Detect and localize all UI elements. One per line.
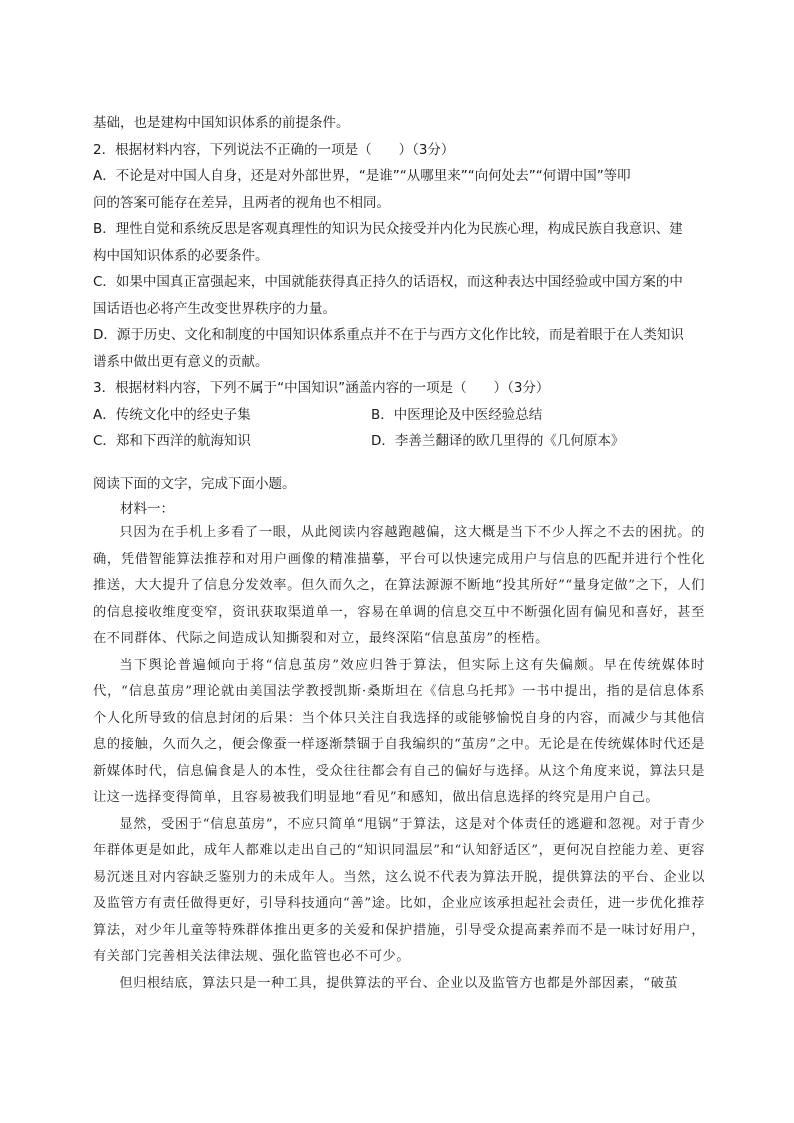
- option-b-line-2: 构中国知识体系的必要条件。: [93, 247, 269, 264]
- question-3-stem: 3．根据材料内容，下列不属于“中国知识”涵盖内容的一项是（ ）（3分）: [93, 380, 550, 396]
- option-a-line-1: A．不论是对中国人自身，还是对外部世界，“是谁”“从哪里来”“向何处去”“何谓中国”等叩: [93, 168, 631, 184]
- q3-options-row-1: [93, 402, 705, 429]
- paragraph: 只因为在手机上多看了一眼，从此阅读内容越跑越偏，这大概是当下不少人挥之不去的困扰。的确，凭借智能算法推荐和对用户画像的精准描摹，平台可以快速完成用户与信息的匹配并进行个性化推送，大大提升了信息分发效率。但久而久之，在算法源源不断地“投其所好”“量身定做”之下，人们的信息接收维度变窄，资讯获取渠道单一，容易在单调的信息交互中不断强化固有偏见和喜好，甚至在不同群体、代际之间造成认知撕裂和对立，最终深陷“信息茧房”的桎梏。: [93, 525, 705, 646]
- q3-option-c: C．郑和下西洋的航海知识: [93, 433, 251, 449]
- q3-option-a: A．传统文化中的经史子集: [93, 406, 251, 423]
- option-c-line-2: 国话语也必将产生改变世界秩序的力量。: [93, 300, 336, 317]
- option-d-line-2: 谱系中做出更有意义的贡献。: [93, 353, 269, 370]
- question-2-stem: 2．根据材料内容，下列说法不正确的一项是（ ）（3分）: [93, 141, 455, 158]
- paragraph: 当下舆论普遍倾向于将“信息茧房”效应归咎于算法，但实际上这有失偏颇。早在传统媒体时代，“信息茧房”理论就由美国法学教授凯斯·桑斯坦在《信息乌托邦》一书中提出，指的是信息体系个人化所导致的信息封闭的后果：当个体只关注自我选择的或能够愉悦自身的内容，而减少与其他信息的接触，久而久之，便会像蚕一样逐渐禁锢于自我编织的“茧房”之中。无论是在传统媒体时代还是新媒体时代，信息偏食是人的本性，受众往往都会有自己的偏好与选择。从这个角度来说，算法只是让这一选择变得简单，且容易被我们明显地“看见”和感知，做出信息选择的终究是用户自己。: [93, 657, 705, 805]
- option-d-line-1: D．源于历史、文化和制度的中国知识体系重点并不在于与西方文化作比较，而是着眼于在人类知识: [93, 327, 684, 343]
- paragraph: 但归根结底，算法只是一种工具，提供算法的平台、企业以及监管方也都是外部因素，“破茧: [119, 975, 679, 991]
- material-body: [93, 520, 705, 997]
- option-c-line-1: C．如果中国真正富强起来，中国就能获得真正持久的话语权，而这种表达中国经验或中国方案的中: [93, 274, 683, 290]
- q3-options-row-2: [93, 428, 705, 455]
- text-line: 基础，也是建构中国知识体系的前提条件。: [93, 115, 350, 131]
- option-b-line-1: B．理性自觉和系统反思是客观真理性的知识为民众接受并内化为民族心理，构成民族自我意识、建: [93, 221, 683, 237]
- reading-instruction: 阅读下面的文字，完成下面小题。: [93, 476, 296, 492]
- q3-option-d: D．李善兰翻译的欧几里得的《几何原本》: [371, 433, 625, 449]
- paragraph: 显然，受困于“信息茧房”，不应只简单“甩锅”于算法，这是对个体责任的逃避和忽视。对于青少年群体更是如此，成年人都难以走出自己的“知识同温层”和“认知舒适区”，更何况自控能力差、更容易沉迷且对内容缺乏鉴别力的未成年人。当然，这么说不代表为算法开脱，提供算法的平台、企业以及监管方有责任做得更好，引导科技通向“善”途。比如，企业应该承担起社会责任，进一步优化推荐算法，对少年儿童等特殊群体推出更多的关爱和保护措施，引导受众提高素养而不是一味讨好用户，有关部门完善相关法律法规、强化监管也必不可少。: [93, 816, 705, 964]
- question-section: [93, 110, 705, 455]
- material-label: 材料一：: [120, 501, 174, 517]
- q3-option-b: B．中医理论及中医经验总结: [371, 406, 543, 423]
- option-a-line-2: 问的答案可能存在差异，且两者的视角也不相同。: [93, 194, 390, 211]
